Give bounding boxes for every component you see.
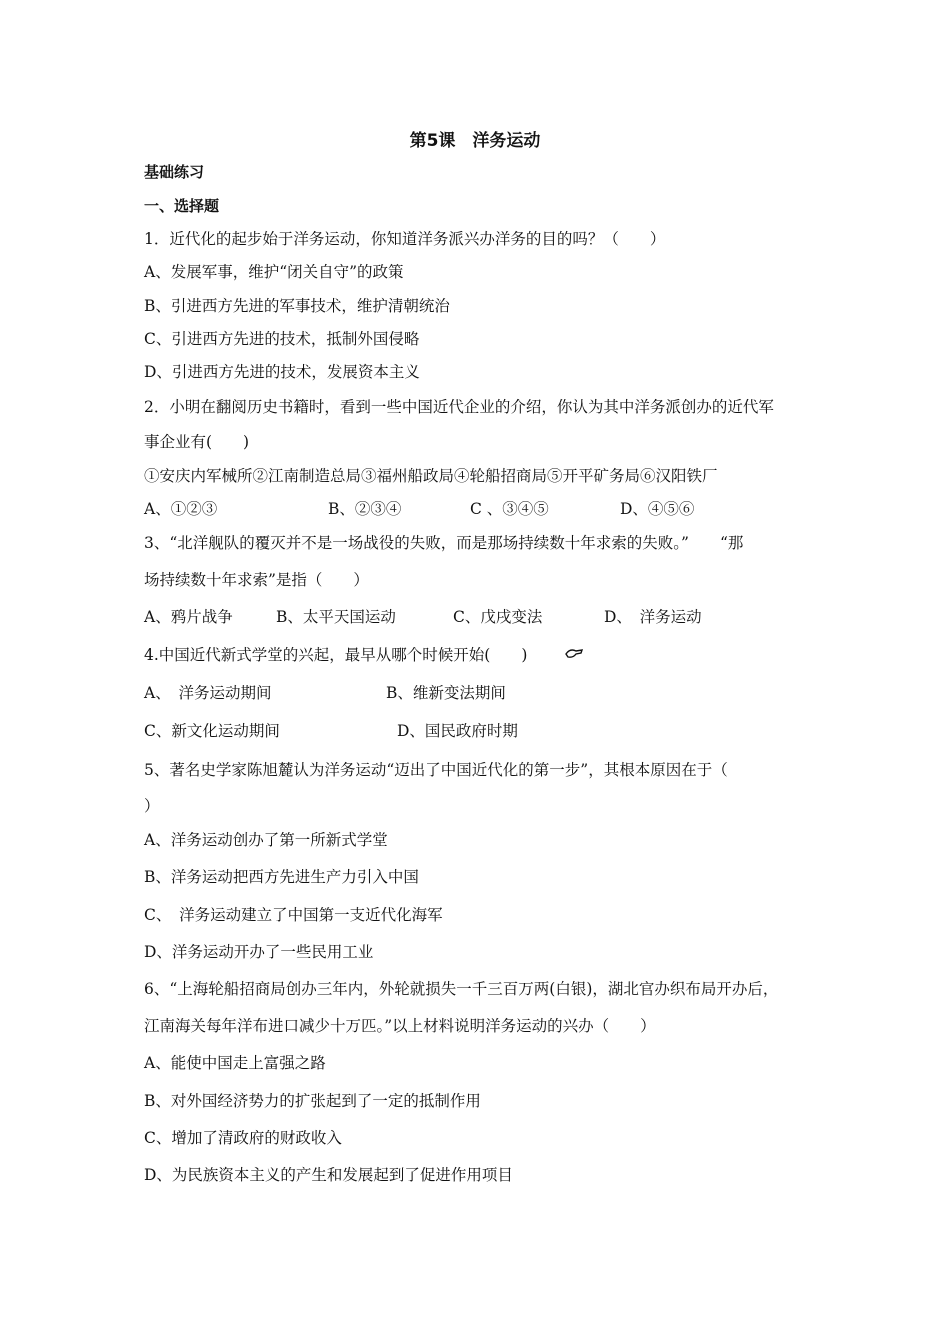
question-6-option-d: D、为民族资本主义的产生和发展起到了促进作用项目 (144, 1166, 513, 1184)
hand-pointer-icon (564, 645, 584, 661)
question-1-stem: 1．近代化的起步始于洋务运动，你知道洋务派兴办洋务的目的吗？（ ） (144, 230, 666, 248)
question-6-stem-line2: 江南海关每年洋布进口减少十万匹。”以上材料说明洋务运动的兴办（ ） (144, 1017, 656, 1035)
question-1-option-b: B、引进西方先进的军事技术，维护清朝统治 (144, 297, 450, 315)
question-2-option-d: D、④⑤⑥ (620, 500, 695, 518)
question-6-option-a: A、能使中国走上富强之路 (144, 1054, 326, 1072)
question-2-stem-line1: 2．小明在翻阅历史书籍时，看到一些中国近代企业的介绍，你认为其中洋务派创办的近代军 (144, 398, 774, 416)
question-4-stem: 4.中国近代新式学堂的兴起，最早从哪个时候开始( ) (144, 646, 528, 664)
question-5-option-a: A、洋务运动创办了第一所新式学堂 (144, 831, 388, 849)
question-2-option-a: A、①②③ (144, 500, 218, 518)
question-5-option-d: D、洋务运动开办了一些民用工业 (144, 943, 374, 961)
question-3-option-b: B、太平天国运动 (276, 608, 396, 626)
question-5-option-c: C、 洋务运动建立了中国第一支近代化海军 (144, 906, 443, 924)
question-3-stem-line2: 场持续数十年求索”是指（ ） (144, 571, 369, 589)
question-2-option-b: B、②③④ (328, 500, 402, 518)
question-3-option-c: C、戊戌变法 (453, 608, 543, 626)
question-1-option-d: D、引进西方先进的技术，发展资本主义 (144, 363, 420, 381)
page-title: 第5课 洋务运动 (409, 131, 541, 151)
question-6-option-b: B、对外国经济势力的扩张起到了一定的抵制作用 (144, 1092, 481, 1110)
question-2-option-c: C 、③④⑤ (470, 500, 549, 518)
subsection-heading: 一、选择题 (144, 197, 220, 215)
question-4-option-d: D、国民政府时期 (397, 722, 518, 740)
question-1-option-a: A、发展军事，维护“闭关自守”的政策 (144, 263, 404, 281)
question-2-stem-line2: 事企业有( ) (144, 433, 250, 451)
question-5-stem-line1: 5、著名史学家陈旭麓认为洋务运动“迈出了中国近代化的第一步”，其根本原因在于（ (144, 761, 728, 779)
question-1-option-c: C、引进西方先进的技术，抵制外国侵略 (144, 330, 420, 348)
question-4-option-c: C、新文化运动期间 (144, 722, 280, 740)
question-5-option-b: B、洋务运动把西方先进生产力引入中国 (144, 868, 419, 886)
question-2-items: ①安庆内军械所②江南制造总局③福州船政局④轮船招商局⑤开平矿务局⑥汉阳铁厂 (144, 467, 718, 485)
question-6-option-c: C、增加了清政府的财政收入 (144, 1129, 342, 1147)
question-3-stem-line1: 3、“北洋舰队的覆灭并不是一场战役的失败，而是那场持续数十年求索的失败。” “那 (144, 534, 744, 552)
question-4-option-b: B、维新变法期间 (386, 684, 506, 702)
question-6-stem-line1: 6、“上海轮船招商局创办三年内，外轮就损失一千三百万两(白银)，湖北官办织布局开办后， (144, 980, 779, 998)
section-heading: 基础练习 (144, 163, 205, 181)
question-3-option-a: A、鸦片战争 (144, 608, 233, 626)
question-5-stem-line2: ） (144, 797, 160, 815)
question-4-option-a: A、 洋务运动期间 (144, 684, 272, 702)
question-3-option-d: D、 洋务运动 (604, 608, 702, 626)
